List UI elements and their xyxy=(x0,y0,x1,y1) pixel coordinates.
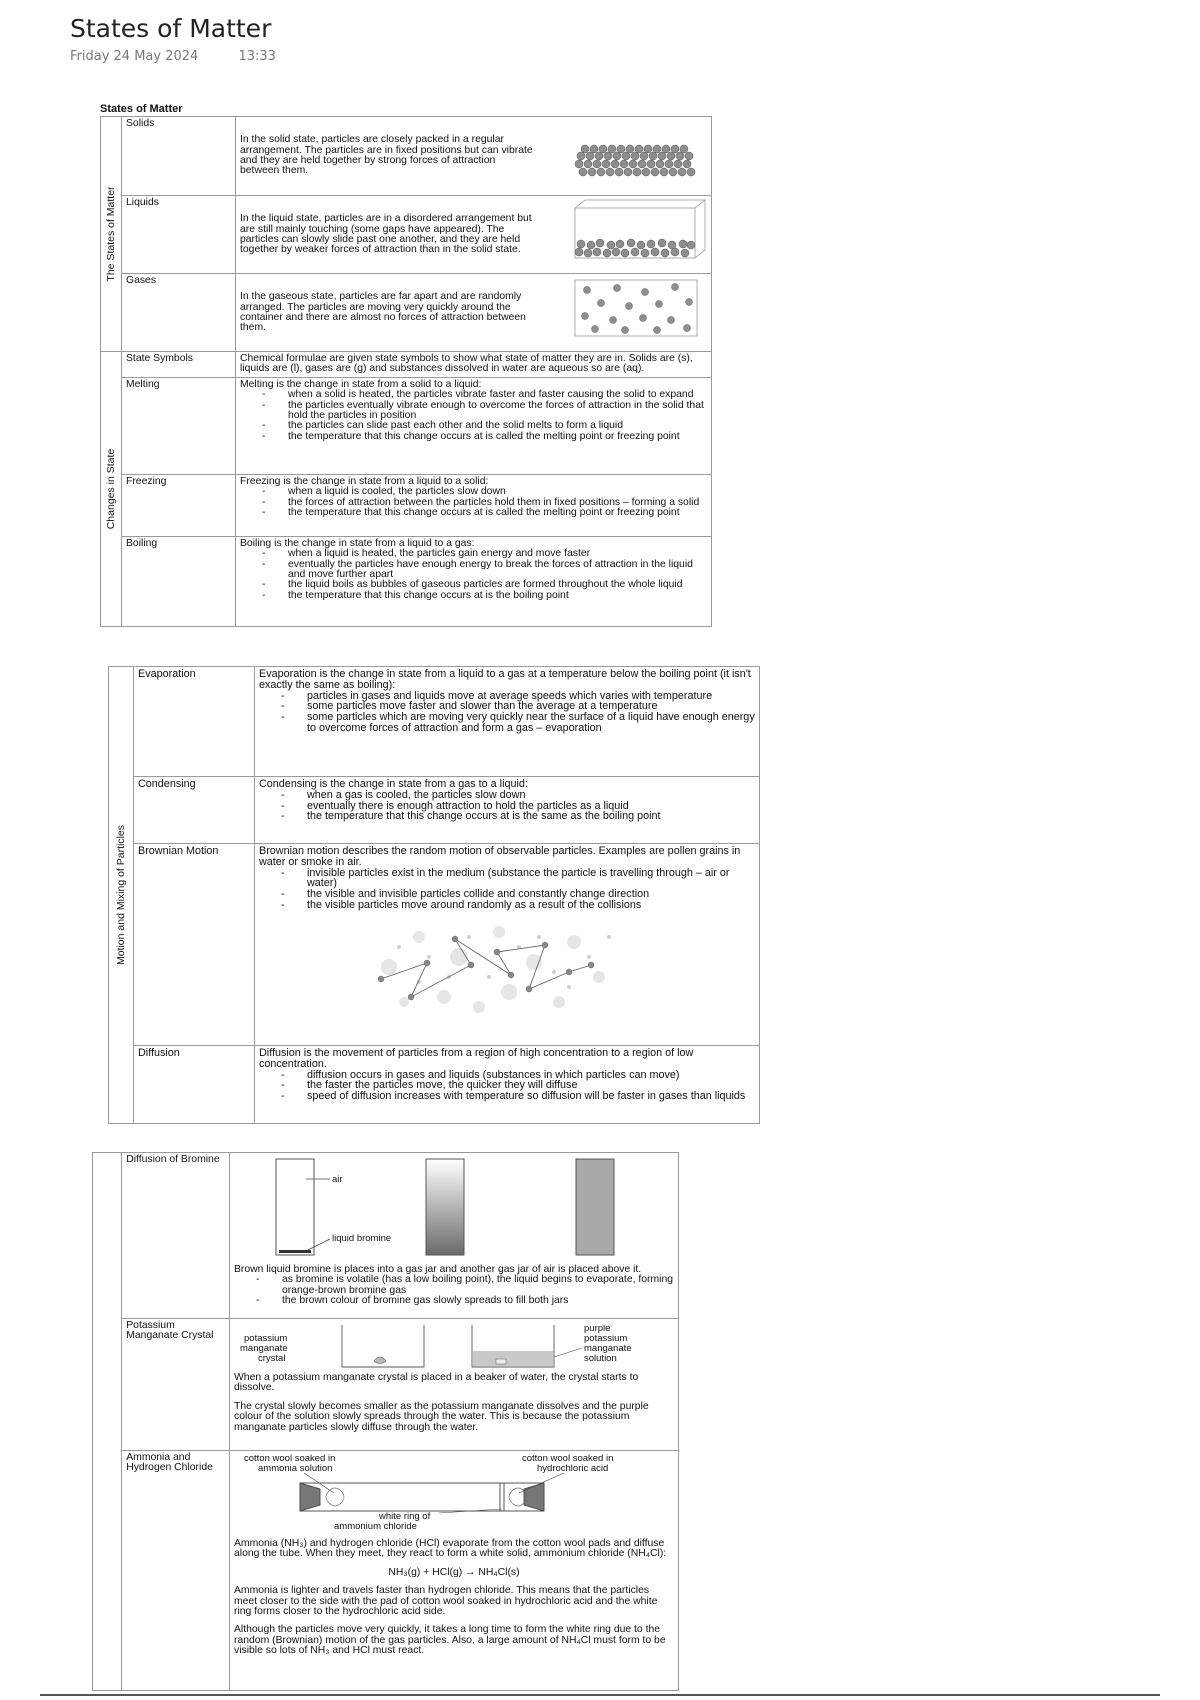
table-row xyxy=(93,1153,679,1319)
examples-table xyxy=(92,1152,679,1691)
list-item: - the faster the particles move, the quicker they will diffuse xyxy=(307,1080,755,1091)
row-label-diffusion: Diffusion xyxy=(134,1046,255,1124)
motion-table xyxy=(108,666,760,1124)
table-row xyxy=(101,536,712,626)
sheet-states-of-matter xyxy=(100,104,712,627)
group-label-changes: Changes in State xyxy=(104,448,117,530)
list-item: - when a liquid is cooled, the particles slow down xyxy=(288,487,707,497)
table-row xyxy=(93,1319,679,1451)
row-content-solids xyxy=(236,117,712,196)
ammonia-text-2: Ammonia is lighter and travels faster than hydrogen chloride. This means that the particles meet closer to the side with the pad of cotton wool soaked in hydrochloric acid and the white ring forms closer to the hydrochloric acid side. xyxy=(234,1585,658,1618)
list-item: - the forces of attraction between the particles hold them in fixed positions – forming a solid xyxy=(288,498,707,508)
row-label-permanganate: Potassium Manganate Crystal xyxy=(122,1319,230,1451)
list-item: - when a gas is cooled, the particles slow down xyxy=(307,790,755,801)
row-content-freezing xyxy=(236,474,712,536)
table-row xyxy=(101,352,712,378)
bromine-diagram xyxy=(234,1155,674,1265)
ring-label: white ring of ammonium chloride xyxy=(334,1511,431,1532)
hcl-pad-label: cotton wool soaked in hydrochloric acid xyxy=(522,1453,614,1474)
page-header xyxy=(70,14,276,64)
row-content-gases xyxy=(236,274,712,352)
bromine-label: liquid bromine xyxy=(332,1233,392,1244)
page-date: Friday 24 May 2024 xyxy=(70,49,199,64)
row-label-evaporation: Evaporation xyxy=(134,667,255,777)
solid-particles-diagram xyxy=(567,119,707,181)
list-item: - the temperature that this change occurs at is the boiling point xyxy=(288,591,707,601)
melting-intro: Melting is the change in state from a solid to a liquid: xyxy=(240,378,482,390)
table-row xyxy=(101,474,712,536)
row-content-symbols: Chemical formulae are given state symbols to show what state of matter they are in. Solids are (s), liquids are (l), gases are (g) and substances dissolved in water are aqueous so are (aq). xyxy=(236,352,712,378)
list-item: - as bromine is volatile (has a low boiling point), the liquid begins to evaporate, forming orange-brown bromine gas xyxy=(282,1275,674,1296)
group-cell xyxy=(101,117,122,352)
list-item: - invisible particles exist in the medium (substance the particle is travelling through – air or water) xyxy=(307,868,755,890)
list-item: - the visible particles move around randomly as a result of the collisions xyxy=(307,900,755,911)
freezing-list xyxy=(240,487,707,518)
table-row xyxy=(101,377,712,474)
row-content-evaporation xyxy=(255,667,760,777)
boiling-intro: Boiling is the change in state from a liquid to a gas: xyxy=(240,537,475,549)
ammonia-hcl-diagram xyxy=(234,1453,674,1533)
list-item: - some particles which are moving very quickly near the surface of a liquid have enough energy to overcome forces of attraction and form a gas – evaporation xyxy=(307,712,755,734)
row-label-brownian: Brownian Motion xyxy=(134,844,255,1046)
table-row xyxy=(93,1451,679,1691)
brownian-list xyxy=(259,868,755,911)
row-content-permanganate xyxy=(230,1319,679,1451)
group-label-motion: Motion and Mixing of Particles xyxy=(114,824,127,966)
list-item: - the temperature that this change occurs at is the same as the boiling point xyxy=(307,811,755,822)
group-cell xyxy=(109,667,134,1124)
bromine-list xyxy=(234,1275,674,1306)
row-label-melting: Melting xyxy=(122,377,236,474)
crystal-label: potassium manganate crystal xyxy=(240,1333,288,1364)
list-item: - particles in gases and liquids move at average speeds which varies with temperature xyxy=(307,691,755,702)
group-cell xyxy=(101,352,122,627)
ammonia-pad-label: cotton wool soaked in ammonia solution xyxy=(244,1453,336,1474)
list-item: - some particles move faster and slower than the average at a temperature xyxy=(307,701,755,712)
diffusion-intro: Diffusion is the movement of particles from a region of high concentration to a region of low concentration. xyxy=(259,1047,694,1070)
brownian-motion-diagram xyxy=(359,917,619,1017)
page-time: 13:33 xyxy=(238,49,276,64)
reaction-equation: NH₃(g) + HCl(g) → NH₄Cl(s) xyxy=(388,1566,520,1578)
solution-label: purple potassium manganate solution xyxy=(584,1323,632,1364)
row-content-ammonia xyxy=(230,1451,679,1691)
row-content-liquids xyxy=(236,196,712,274)
list-item: - the temperature that this change occurs at is called the melting point or freezing point xyxy=(288,432,707,442)
ammonia-text-1: Ammonia (NH₃) and hydrogen chloride (HCl) evaporate from the cotton wool pads and diffuse along the tube. When they meet, they react to form a white solid, ammonium chloride (NH₄Cl): xyxy=(234,1538,667,1560)
permanganate-text-1: When a potassium manganate crystal is placed in a beaker of water, the crystal starts to dissolve. xyxy=(234,1372,639,1394)
page-meta xyxy=(70,49,276,64)
permanganate-diagram xyxy=(234,1321,674,1373)
table-row xyxy=(109,777,760,844)
group-label-states: The States of Matter xyxy=(104,186,117,282)
row-label-bromine: Diffusion of Bromine xyxy=(122,1153,230,1319)
row-label-solids: Solids xyxy=(122,117,236,196)
condensing-intro: Condensing is the change in state from a gas to a liquid: xyxy=(259,778,528,790)
row-content-diffusion xyxy=(255,1046,760,1124)
list-item: - the temperature that this change occurs at is called the melting point or freezing point xyxy=(288,508,707,518)
group-cell xyxy=(93,1153,122,1691)
list-item: - the particles eventually vibrate enough to overcome the forces of attraction in the solid that hold the particles in position xyxy=(288,401,707,422)
page-title: States of Matter xyxy=(70,14,272,43)
table-row xyxy=(109,667,760,777)
sheet-diffusion-examples xyxy=(92,1152,679,1691)
row-label-freezing: Freezing xyxy=(122,474,236,536)
row-content-boiling xyxy=(236,536,712,626)
list-item: - the visible and invisible particles collide and constantly change direction xyxy=(307,889,755,900)
row-label-liquids: Liquids xyxy=(122,196,236,274)
table-row xyxy=(109,844,760,1046)
sheet-motion-mixing xyxy=(108,666,760,1124)
list-item: - the liquid boils as bubbles of gaseous particles are formed throughout the whole liquid xyxy=(288,580,707,590)
air-label: air xyxy=(332,1174,343,1185)
list-item: - diffusion occurs in gases and liquids (substances in which particles can move) xyxy=(307,1070,755,1081)
permanganate-text-2: The crystal slowly becomes smaller as the potassium manganate dissolves and the purple colour of the solution slowly spreads through the water. This is because the potassium manganate particles slowly diffuse through the water. xyxy=(234,1400,649,1433)
evaporation-intro: Evaporation is the change in state from a liquid to a gas at a temperature below the boiling point (it isn't exactly the same as boiling): xyxy=(259,668,751,691)
table-row xyxy=(101,274,712,352)
row-label-symbols: State Symbols xyxy=(122,352,236,378)
table-row xyxy=(101,117,712,196)
gas-particles-diagram xyxy=(567,276,707,338)
brownian-intro: Brownian motion describes the random motion of observable particles. Examples are pollen grains in water or smoke in air. xyxy=(259,845,741,868)
bromine-text: Brown liquid bromine is places into a gas jar and another gas jar of air is placed above it. xyxy=(234,1264,642,1275)
liquid-particles-diagram xyxy=(567,198,707,260)
list-item: - the particles can slide past each other and the solid melts to form a liquid xyxy=(288,421,707,431)
melting-list xyxy=(240,390,707,442)
condensing-list xyxy=(259,790,755,822)
row-content-brownian xyxy=(255,844,760,1046)
bottom-divider xyxy=(40,1694,1160,1696)
list-item: - eventually there is enough attraction to hold the particles as a liquid xyxy=(307,801,755,812)
boiling-list xyxy=(240,549,707,601)
list-item: - speed of diffusion increases with temperature so diffusion will be faster in gases than liquids xyxy=(307,1091,755,1102)
solids-text: In the solid state, particles are closely packed in a regular arrangement. The particles are in fixed positions but can vibrate and they are held together by strong forces of attraction between them. xyxy=(240,134,533,177)
row-content-melting xyxy=(236,377,712,474)
row-content-condensing xyxy=(255,777,760,844)
sheet-title: States of Matter xyxy=(100,103,183,115)
list-item: - the brown colour of bromine gas slowly spreads to fill both jars xyxy=(282,1296,674,1306)
evaporation-list xyxy=(259,691,755,734)
list-item: - eventually the particles have enough energy to break the forces of attraction in the liquid and move further apart xyxy=(288,560,707,581)
row-label-ammonia: Ammonia and Hydrogen Chloride xyxy=(122,1451,230,1691)
row-label-boiling: Boiling xyxy=(122,536,236,626)
gases-text: In the gaseous state, particles are far apart and are randomly arranged. The particles are moving very quickly around the container and there are almost no forces of attraction between them. xyxy=(240,291,526,334)
diffusion-list xyxy=(259,1070,755,1102)
row-label-condensing: Condensing xyxy=(134,777,255,844)
list-item: - when a liquid is heated, the particles gain energy and move faster xyxy=(288,549,707,559)
states-table xyxy=(100,116,712,627)
freezing-intro: Freezing is the change in state from a liquid to a solid: xyxy=(240,475,489,487)
table-row xyxy=(109,1046,760,1124)
row-label-gases: Gases xyxy=(122,274,236,352)
table-row xyxy=(101,196,712,274)
row-content-bromine xyxy=(230,1153,679,1319)
ammonia-text-3: Although the particles move very quickly, it takes a long time to form the white ring due to the random (Brownian) motion of the gas particles. Also, a large amount of NH₄Cl must form to be visible so lots of NH₃ and HCl must react. xyxy=(234,1624,666,1657)
liquids-text: In the liquid state, particles are in a disordered arrangement but are still mainly touching (some gaps have appeared). The particles can slowly slide past one another, and they are held together by weaker forces of attraction than in the solid state. xyxy=(240,213,532,256)
list-item: - when a solid is heated, the particles vibrate faster and faster causing the solid to expand xyxy=(288,390,707,400)
